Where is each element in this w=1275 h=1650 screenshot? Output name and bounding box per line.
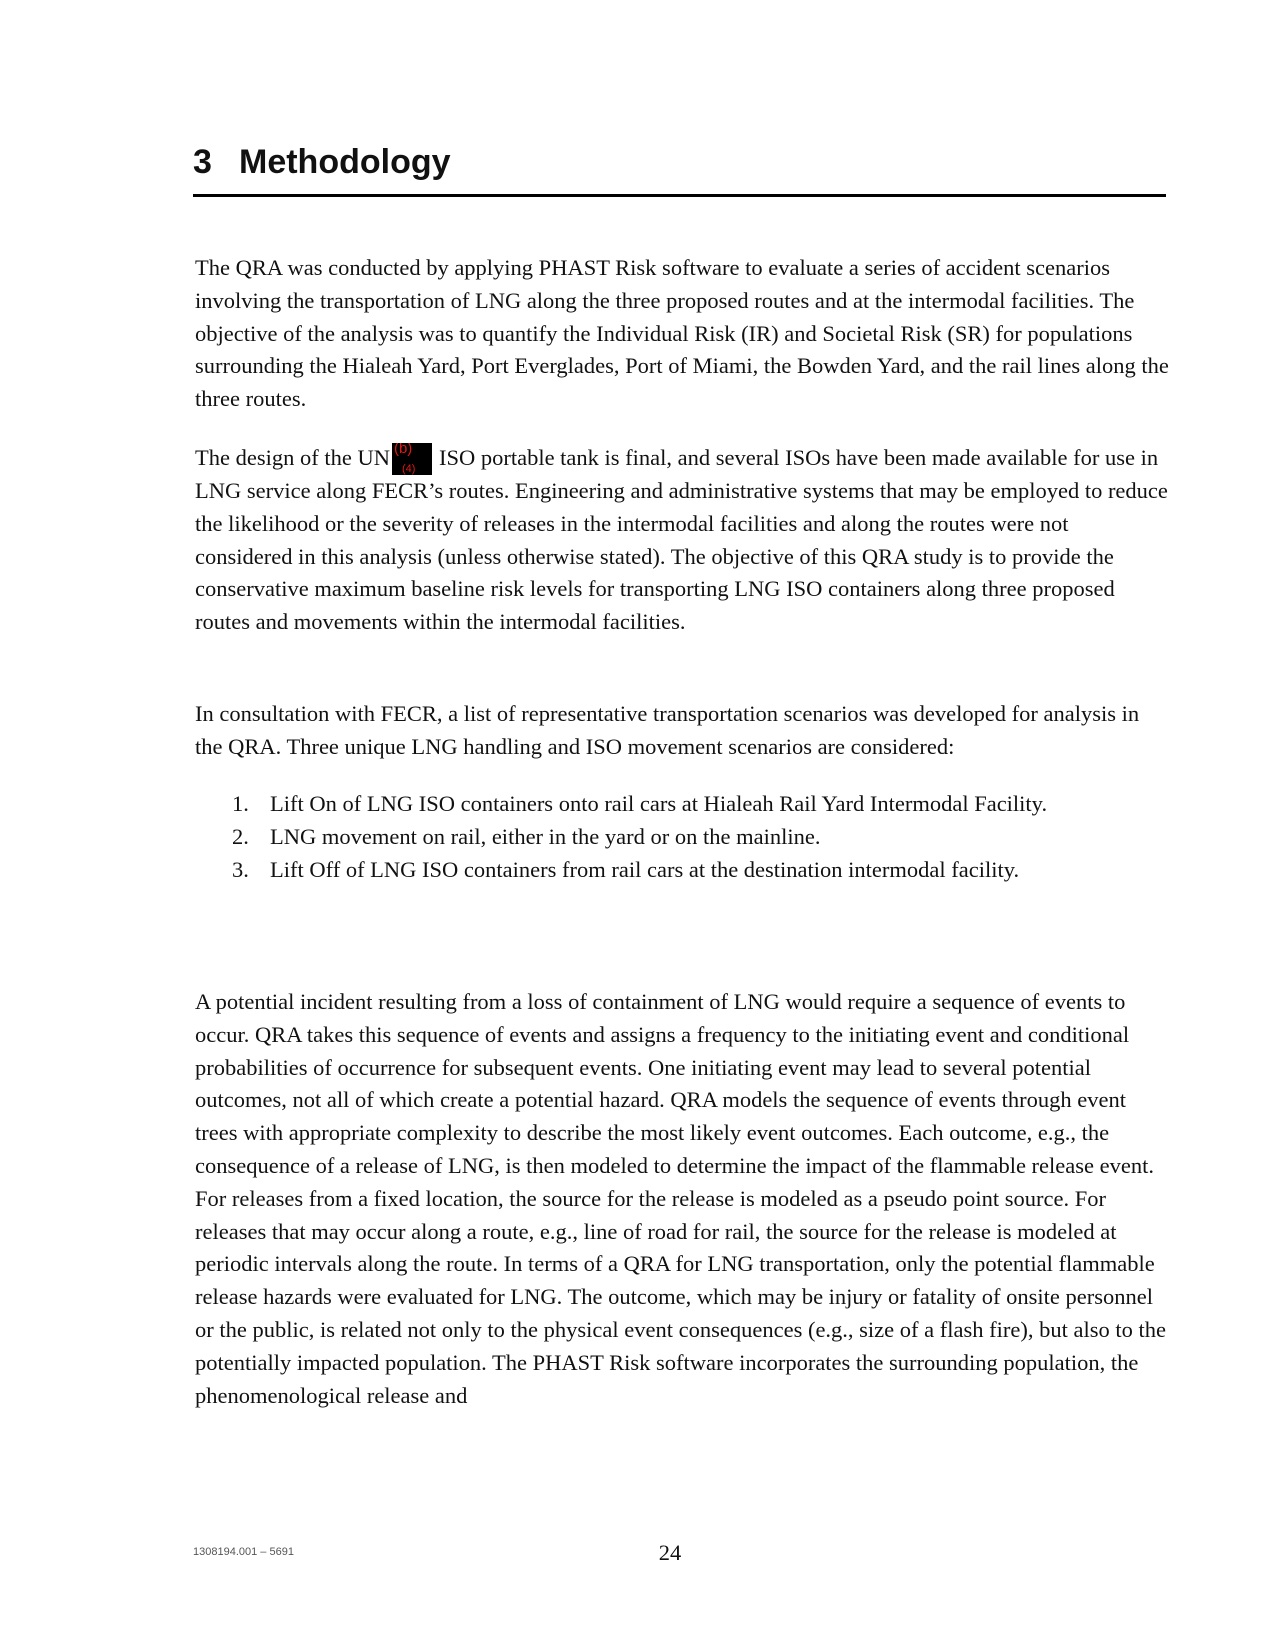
redaction-code: (b): [393, 443, 413, 457]
paragraph-scenarios-intro: In consultation with FECR, a list of representative transportation scenarios was developed for analysis in the QRA. Three unique LNG handling and ISO movement scenarios are considered:: [195, 701, 1140, 759]
scenario-list: [195, 788, 1075, 886]
paragraph-iso-design: [195, 442, 1170, 639]
section-number: 3: [193, 143, 212, 181]
list-item-number: 3.: [232, 856, 249, 882]
paragraph-incident-sequence: A potential incident resulting from a loss of containment of LNG would require a sequence of events to occur. QRA takes this sequence of events and assigns a frequency to the initiating event and conditional probabilities of occurrence for subsequent events. One initiating event may lead to several potential outcomes, not all of which create a potential hazard. QRA models the sequence of events through event trees with appropriate complexity to describe the most likely event outcomes. Each outcome, e.g., the consequence of a release of LNG, is then modeled to determine the impact of the flammable release event. For releases from a fixed location, the source for the release is modeled as a pseudo point source. For releases that may occur along a route, e.g., line of road for rail, the source for the release is modeled at periodic intervals along the route. In terms of a QRA for LNG transportation, only the potential flammable release hazards were evaluated for LNG. The outcome, which may be injury or fatality of onsite personnel or the public, is related not only to the physical event consequences (e.g., size of a flash fire), but also to the potentially impacted population. The PHAST Risk software incorporates the surrounding population, the phenomenological release and: [195, 989, 1166, 1408]
list-item-text: LNG movement on rail, either in the yard or on the mainline.: [270, 823, 821, 849]
section-heading: [193, 142, 1166, 197]
redaction-box: [392, 443, 432, 475]
page-number: 24: [658, 1540, 682, 1565]
list-item-text: Lift Off of LNG ISO containers from rail cars at the destination intermodal facility.: [270, 856, 1020, 882]
list-item-text: Lift On of LNG ISO containers onto rail cars at Hialeah Rail Yard Intermodal Facility.: [270, 791, 1048, 816]
list-item: [195, 854, 1075, 887]
paragraph-text-after-redaction: ISO portable tank is final, and several ISOs have been made available for use in LNG service along FECR’s routes. Engineering and administrative systems that may be employed to reduce the likelihood or the severity of releases in the intermodal facilities and along the routes were not considered in this analysis (unless otherwise stated). The objective of this QRA study is to provide the conservative maximum baseline risk levels for transporting LNG ISO containers along three proposed routes and movements within the intermodal facilities.: [195, 445, 1168, 635]
section-title: Methodology: [239, 143, 451, 181]
list-item: [195, 821, 1075, 854]
list-item-number: 1.: [232, 791, 249, 816]
redaction-code-secondary: (4): [401, 463, 416, 475]
paragraph-text-before-redaction: The design of the UN: [195, 445, 390, 470]
document-code: 1308194.001 – 5691: [193, 1546, 294, 1558]
list-item: [195, 788, 1075, 821]
paragraph-qra-overview: The QRA was conducted by applying PHAST Risk software to evaluate a series of accident scenarios involving the transportation of LNG along the three proposed routes and at the intermodal facilities. The objective of the analysis was to quantify the Individual Risk (IR) and Societal Risk (SR) for populations surrounding the Hialeah Yard, Port Everglades, Port of Miami, the Bowden Yard, and the rail lines along the three routes.: [195, 255, 1169, 412]
list-item-number: 2.: [232, 823, 249, 849]
